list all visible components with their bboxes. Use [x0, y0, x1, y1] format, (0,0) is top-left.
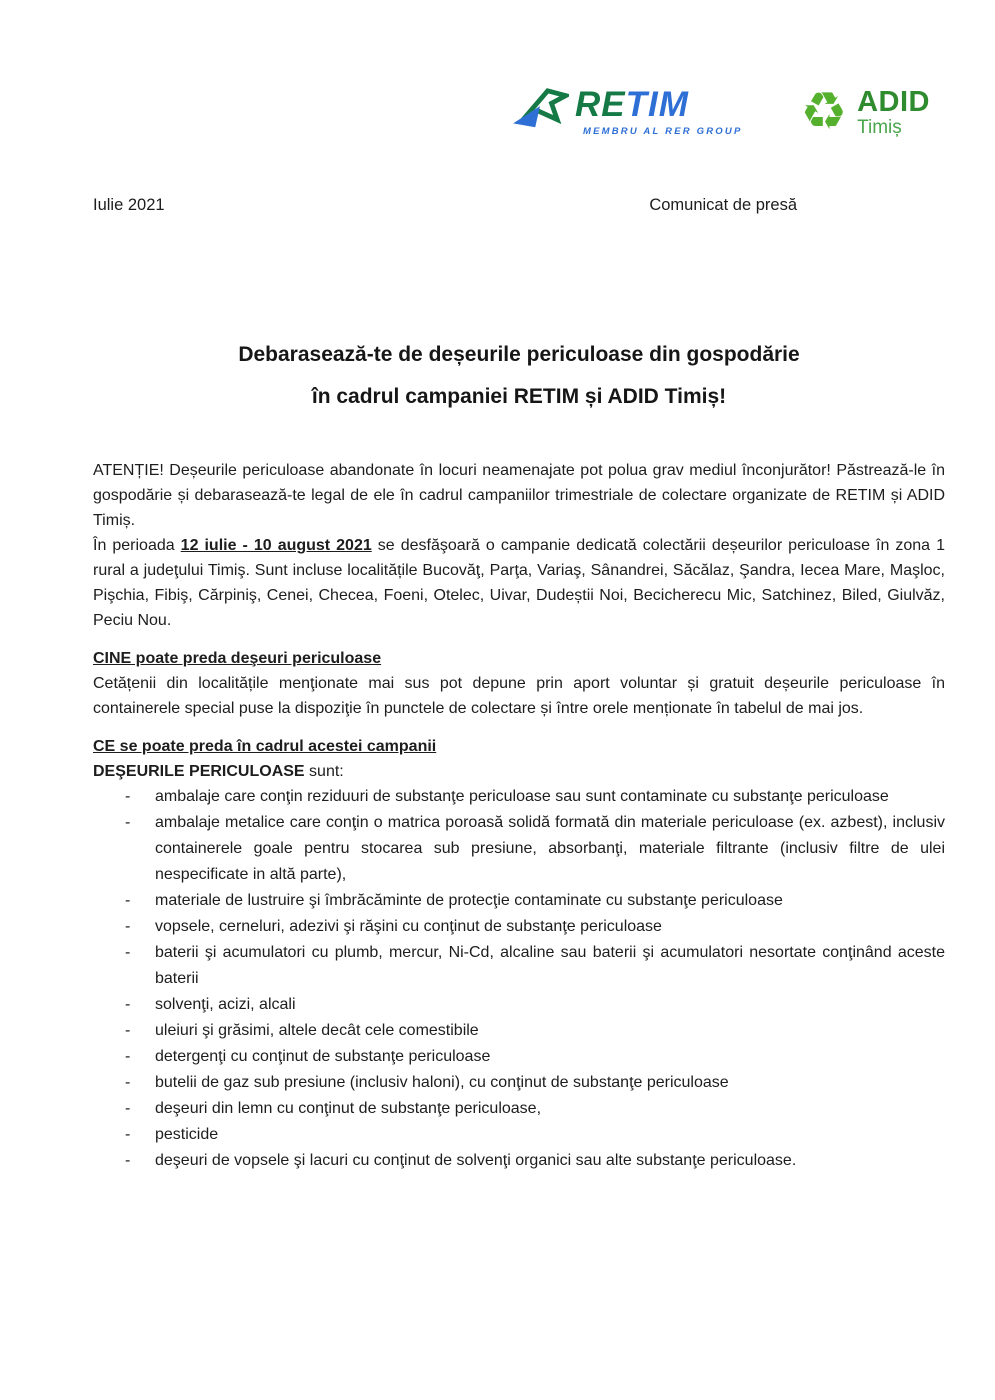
document-type: Comunicat de presă — [649, 196, 797, 214]
list-item-text: materiale de lustruire şi îmbrăcăminte de protecţie contaminate cu substanţe periculoase — [155, 892, 783, 909]
hazardous-waste-list — [93, 784, 945, 1174]
list-item — [93, 1148, 945, 1174]
section-heading-cine: CINE poate preda deşeuri periculoase — [93, 650, 382, 667]
list-item — [93, 940, 945, 992]
page-title — [93, 334, 945, 418]
title-line-1: Debarasează-te de deșeurile periculoase din gospodărie — [238, 343, 800, 366]
list-item-text: vopsele, cerneluri, adezivi şi răşini cu conţinut de substanţe periculoase — [155, 918, 662, 935]
retim-logo — [511, 87, 743, 137]
recycle-icon: ♻ — [800, 82, 848, 142]
adid-logo — [800, 82, 930, 142]
dash-marker: - — [125, 1074, 131, 1091]
list-item — [93, 1070, 945, 1096]
dash-marker: - — [125, 1100, 131, 1117]
list-item — [93, 992, 945, 1018]
adid-region: Timiș — [857, 116, 902, 138]
dash-marker: - — [125, 814, 131, 831]
dash-marker: - — [125, 918, 131, 935]
dash-marker: - — [125, 1126, 131, 1143]
retim-tagline: MEMBRU AL RER GROUP — [582, 126, 743, 137]
dash-marker: - — [125, 996, 131, 1013]
list-item — [93, 784, 945, 810]
dash-marker: - — [125, 1022, 131, 1039]
retim-wordmark-re: RE — [574, 85, 626, 124]
list-item-text: deşeuri de vopsele şi lacuri cu conţinut de solvenţi organici sau alte substanţe periculoase. — [155, 1152, 797, 1169]
list-item-text: detergenţi cu conţinut de substanţe periculoase — [155, 1048, 491, 1065]
dash-marker: - — [125, 892, 131, 909]
dash-marker: - — [125, 788, 131, 805]
intro-paragraph: ATENȚIE! Deșeurile periculoase abandonate în locuri neamenajate pot polua grav mediul înconjurător! Păstrează-le în gospodărie și debarasează-te legal de ele în cadrul campaniilor trimestriale de colectare organizate de RETIM și ADID Timiș. — [93, 462, 945, 529]
list-item-text: deşeuri din lemn cu conţinut de substanţe periculoase, — [155, 1100, 542, 1117]
retim-wordmark — [575, 87, 743, 137]
campaign-paragraph — [93, 533, 945, 633]
title-line-2: în cadrul campaniei RETIM și ADID Timiș! — [311, 385, 727, 408]
list-item-text: ambalaje care conţin reziduuri de substanţe periculoase sau sunt contaminate cu substanţe periculoase — [155, 788, 889, 805]
list-lead — [93, 759, 945, 784]
dateline — [93, 194, 945, 216]
list-item — [93, 1096, 945, 1122]
list-item-text: ambalaje metalice care conţin o matrica poroasă solidă formată din materiale periculoase (ex. azbest), inclusiv containerele goale pentru stocarea sub presiune, absorbanţi, materiale filtrante (inclusiv filtre de ulei nespecificate in altă parte), — [155, 814, 945, 883]
section-heading-ce: CE se poate preda în cadrul acestei campanii — [93, 738, 437, 755]
dash-marker: - — [125, 1152, 131, 1169]
list-item — [93, 914, 945, 940]
logo-row — [93, 82, 930, 142]
dash-marker: - — [125, 944, 131, 961]
retim-arrow-icon — [511, 87, 569, 133]
list-item-text: pesticide — [155, 1126, 219, 1143]
list-item — [93, 888, 945, 914]
campaign-period: 12 iulie - 10 august 2021 — [180, 537, 372, 554]
adid-name: ADID — [857, 85, 930, 118]
list-item-text: uleiuri şi grăsimi, altele decât cele comestibile — [155, 1022, 479, 1039]
body-copy — [93, 458, 945, 1174]
section-body-cine: Cetățenii din localitățile menţionate mai sus pot depune prin aport voluntar și gratuit deșeurile periculoase în containerele special puse la dispoziţie în punctele de colectare și între orele menționate în tabelul de mai jos. — [93, 675, 945, 717]
list-item-text: baterii şi acumulatori cu plumb, mercur, Ni-Cd, alcaline sau baterii şi acumulatori nesortate conţinând aceste baterii — [155, 944, 945, 987]
dash-marker: - — [125, 1048, 131, 1065]
list-item — [93, 1018, 945, 1044]
list-item — [93, 1122, 945, 1148]
campaign-paragraph-prefix: În perioada — [93, 537, 181, 554]
list-lead-bold: DEŞEURILE PERICULOASE — [93, 763, 305, 780]
list-item-text: solvenţi, acizi, alcali — [155, 996, 296, 1013]
list-item — [93, 810, 945, 888]
retim-wordmark-tim: TIM — [625, 85, 689, 124]
campaign-paragraph-suffix: se desfăşoară o campanie dedicată colectării deșeurilor periculoase în zona 1 rural a judeţului Timiş. Sunt incluse localitățile Bucovăţ, Parţa, Variaş, Sânandrei, Săcălaz, Şandra, Iecea Mare, Maşloc, Pişchia, Fibiş, Cărpiniş, Cenei, Checea, Foeni, Otelec, Uivar, Dudeștii Noi, Becicherecu Mic, Satchinez, Biled, Giulvăz, Peciu Nou. — [93, 537, 945, 629]
list-item-text: butelii de gaz sub presiune (inclusiv haloni), cu conţinut de substanţe periculoase — [155, 1074, 729, 1091]
document-date: Iulie 2021 — [93, 196, 165, 214]
list-item — [93, 1044, 945, 1070]
list-lead-rest: sunt: — [304, 763, 344, 780]
